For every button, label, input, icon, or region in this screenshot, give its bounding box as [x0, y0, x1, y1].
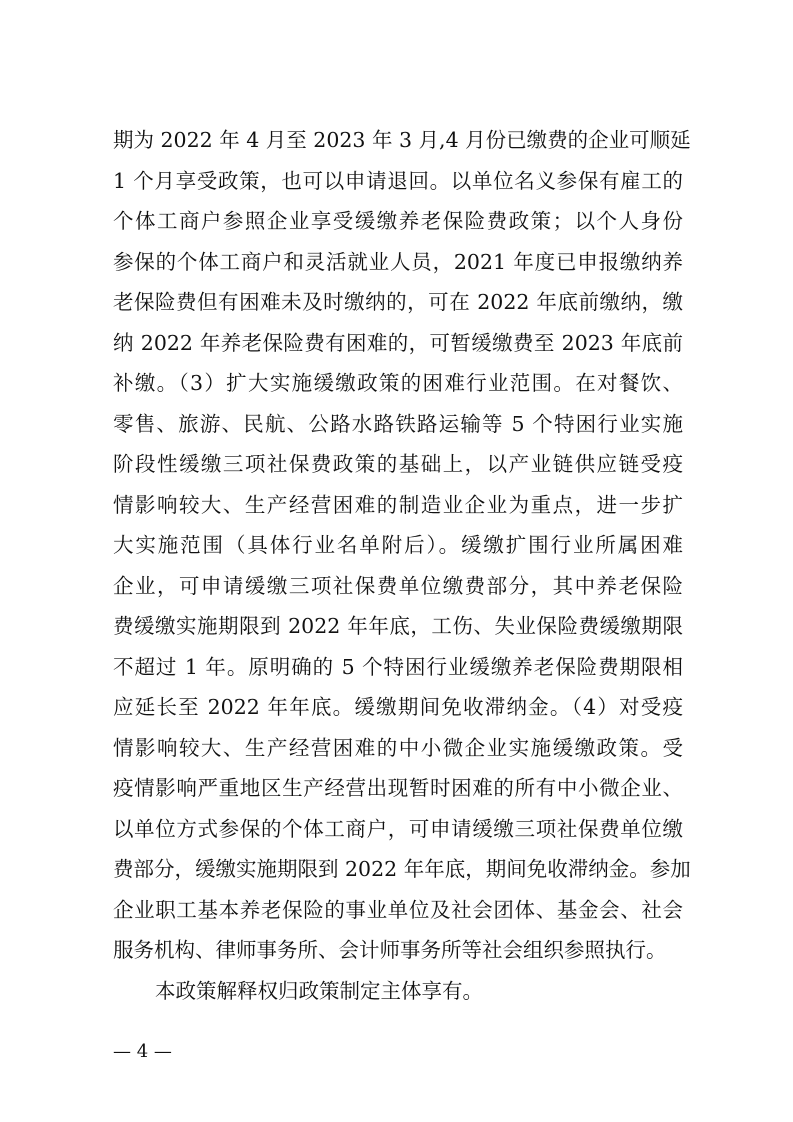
- page-number: — 4 —: [113, 1041, 172, 1062]
- text-line: 纳 2022 年养老保险费有困难的，可暂缓缴费至 2023 年底前: [113, 330, 683, 355]
- text-line: 不超过 1 年。原明确的 5 个特困行业缓缴养老保险费期限相: [113, 654, 683, 679]
- text-line: 情影响较大、生产经营困难的中小微企业实施缓缴政策。受: [113, 735, 683, 760]
- text-line: 零售、旅游、民航、公路水路铁路运输等 5 个特困行业实施: [113, 411, 683, 436]
- text-line: 老保险费但有困难未及时缴纳的，可在 2022 年底前缴纳，缴: [113, 290, 683, 314]
- text-line: 情影响较大、生产经营困难的制造业企业为重点，进一步扩: [113, 492, 683, 517]
- text-line: 疫情影响严重地区生产经营出现暂时困难的所有中小微企业、: [113, 776, 683, 800]
- text-line: 以单位方式参保的个体工商户，可申请缓缴三项社保费单位缴: [113, 816, 683, 841]
- text-line: 企业，可申请缓缴三项社保费单位缴费部分，其中养老保险: [113, 573, 683, 598]
- text-line: 企业职工基本养老保险的事业单位及社会团体、基金会、社会: [113, 897, 683, 922]
- text-line: 参保的个体工商户和灵活就业人员，2021 年度已申报缴纳养: [113, 249, 683, 274]
- text-line: 大实施范围（具体行业名单附后）。缓缴扩围行业所属困难: [113, 533, 683, 557]
- text-line: 阶段性缓缴三项社保费政策的基础上，以产业链供应链受疫: [113, 452, 683, 476]
- text-line: 费部分，缓缴实施期限到 2022 年年底，期间免收滞纳金。参加: [113, 857, 691, 881]
- text-line: 应延长至 2022 年年底。缓缴期间免收滞纳金。（4）对受疫: [113, 695, 683, 719]
- text-line: 期为 2022 年 4 月至 2023 年 3 月,4 月份已缴费的企业可顺延: [113, 128, 691, 152]
- text-line: 补缴。（3）扩大实施缓缴政策的困难行业范围。在对餐饮、: [113, 371, 683, 395]
- text-line: 费缓缴实施期限到 2022 年年底，工伤、失业保险费缓缴期限: [113, 614, 683, 638]
- text-line: 1 个月享受政策，也可以申请退回。以单位名义参保有雇工的: [113, 168, 683, 193]
- closing-paragraph: 本政策解释权归政策制定主体享有。: [155, 978, 483, 1003]
- text-line: 服务机构、律师事务所、会计师事务所等社会组织参照执行。: [113, 938, 667, 962]
- text-line: 个体工商户参照企业享受缓缴养老保险费政策；以个人身份: [113, 209, 683, 233]
- body-text: [113, 120, 691, 1011]
